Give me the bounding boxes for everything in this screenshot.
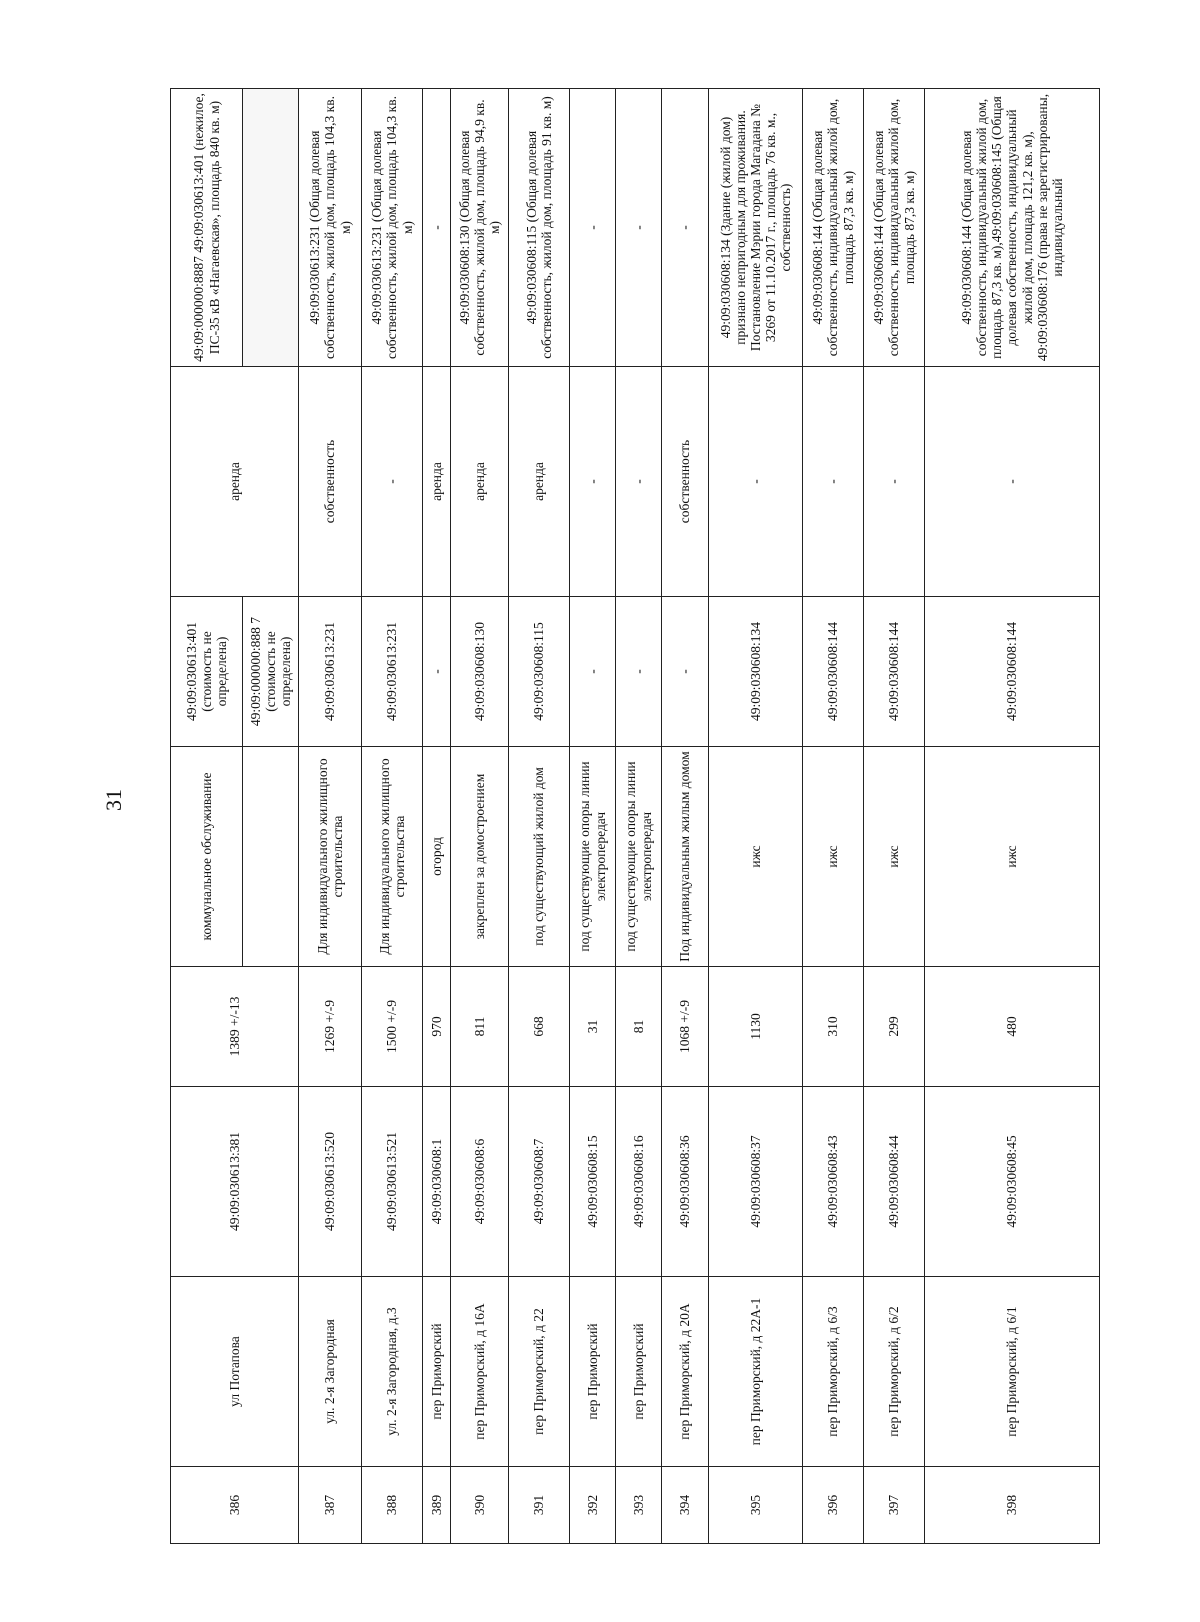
address-cell: пер Приморский, д 22А-1 <box>709 1277 803 1467</box>
objects-cell: - <box>570 89 616 367</box>
cadastral-number-cell: 49:09:030613:521 <box>362 1087 423 1277</box>
right-type-cell: - <box>803 367 864 597</box>
building-id-cell: - <box>616 597 662 747</box>
right-type-cell: - <box>362 367 423 597</box>
address-cell: пер Приморский, д 6/2 <box>864 1277 925 1467</box>
objects-cell: 49:09:030608:144 (Общая долевая собственность, индивидуальный жилой дом, площадь 87,3 кв. м) <box>803 89 864 367</box>
area-cell: 970 <box>423 967 451 1087</box>
permitted-use-cell: Для индивидуального жилищного строительства <box>299 747 362 967</box>
table-row <box>451 89 509 1544</box>
building-id-cell: 49:09:030608:144 <box>803 597 864 747</box>
table-row <box>171 89 243 1544</box>
row-number: 389 <box>423 1467 451 1544</box>
row-number: 387 <box>299 1467 362 1544</box>
address-cell: пер Приморский, д 16А <box>451 1277 509 1467</box>
table-row <box>509 89 570 1544</box>
cadastral-number-cell: 49:09:030608:43 <box>803 1087 864 1277</box>
row-number: 393 <box>616 1467 662 1544</box>
row-number: 394 <box>662 1467 709 1544</box>
address-cell: пер Приморский, д 6/3 <box>803 1277 864 1467</box>
objects-cell: 49:09:030608:144 (Общая долевая собственность, индивидуальный жилой дом, площадь 87,3 кв. м) <box>864 89 925 367</box>
row-number: 390 <box>451 1467 509 1544</box>
objects-cell-empty <box>243 89 299 367</box>
area-cell: 1389 +/-13 <box>171 967 299 1087</box>
objects-cell: 49:09:030613:231 (Общая долевая собственность, жилой дом, площадь 104,3 кв. м) <box>299 89 362 367</box>
right-type-cell: - <box>709 367 803 597</box>
cadastral-number-cell: 49:09:030608:37 <box>709 1087 803 1277</box>
right-type-cell: - <box>570 367 616 597</box>
address-cell: пер Приморский, д 22 <box>509 1277 570 1467</box>
cadastral-number-cell: 49:09:030608:6 <box>451 1087 509 1277</box>
page-number: 31 <box>101 789 126 811</box>
address-cell: ул Потапова <box>171 1277 299 1467</box>
table-row <box>616 89 662 1544</box>
table-row <box>423 89 451 1544</box>
objects-cell: 49:09:030613:231 (Общая долевая собственность, жилой дом, площадь 104,3 кв. м) <box>362 89 423 367</box>
area-cell: 811 <box>451 967 509 1087</box>
permitted-use-cell: под существующие опоры линии электропередач <box>616 747 662 967</box>
cadastral-number-cell: 49:09:030608:16 <box>616 1087 662 1277</box>
permitted-use-cell: ижс <box>803 747 864 967</box>
cadastral-number-cell: 49:09:030608:44 <box>864 1087 925 1277</box>
permitted-use-cell: ижс <box>925 747 1100 967</box>
permitted-use-cell: огород <box>423 747 451 967</box>
table-row <box>925 89 1100 1544</box>
address-cell: пер Приморский, д 6/1 <box>925 1277 1100 1467</box>
row-number: 398 <box>925 1467 1100 1544</box>
building-id-cell: 49:09:030613:231 <box>299 597 362 747</box>
area-cell: 299 <box>864 967 925 1087</box>
cadastral-number-cell: 49:09:030613:381 <box>171 1087 299 1277</box>
address-cell: пер Приморский <box>423 1277 451 1467</box>
table-row <box>662 89 709 1544</box>
table-row <box>362 89 423 1544</box>
building-id-cell: 49:09:000000:888 7 (стоимость не определена) <box>243 597 299 747</box>
right-type-cell: аренда <box>171 367 299 597</box>
right-type-cell: аренда <box>509 367 570 597</box>
permitted-use-cell: закреплен за домостроением <box>451 747 509 967</box>
right-type-cell: аренда <box>423 367 451 597</box>
cadastral-number-cell: 49:09:030608:15 <box>570 1087 616 1277</box>
address-cell: ул. 2-я Загородная <box>299 1277 362 1467</box>
permitted-use-cell-empty <box>243 747 299 967</box>
objects-cell: 49:09:030608:130 (Общая долевая собственность, жилой дом, площадь 94,9 кв. м) <box>451 89 509 367</box>
objects-cell: - <box>662 89 709 367</box>
cadastral-number-cell: 49:09:030608:45 <box>925 1087 1100 1277</box>
table-row <box>299 89 362 1544</box>
right-type-cell: собственность <box>299 367 362 597</box>
area-cell: 1269 +/-9 <box>299 967 362 1087</box>
cadastral-number-cell: 49:09:030613:520 <box>299 1087 362 1277</box>
row-number: 391 <box>509 1467 570 1544</box>
row-number: 396 <box>803 1467 864 1544</box>
building-id-cell: 49:09:030608:130 <box>451 597 509 747</box>
objects-cell: - <box>616 89 662 367</box>
row-number: 395 <box>709 1467 803 1544</box>
area-cell: 310 <box>803 967 864 1087</box>
address-cell: пер Приморский, д 20А <box>662 1277 709 1467</box>
permitted-use-cell: ижс <box>709 747 803 967</box>
building-id-cell: 49:09:030608:115 <box>509 597 570 747</box>
permitted-use-cell: Под индивидуальным жилым домом <box>662 747 709 967</box>
table-row <box>570 89 616 1544</box>
right-type-cell: собственность <box>662 367 709 597</box>
right-type-cell: - <box>864 367 925 597</box>
area-cell: 668 <box>509 967 570 1087</box>
building-id-cell: - <box>423 597 451 747</box>
objects-cell: 49:09:030608:134 (Здание (жилой дом) признано непригодным для проживания. Постановление Мэрии города Магадана № 3269 от 11.10.2017 г., площадь 76 кв. м., собственность) <box>709 89 803 367</box>
building-id-cell: - <box>570 597 616 747</box>
permitted-use-cell: под существующий жилой дом <box>509 747 570 967</box>
row-number: 397 <box>864 1467 925 1544</box>
cadastral-number-cell: 49:09:030608:36 <box>662 1087 709 1277</box>
area-cell: 480 <box>925 967 1100 1087</box>
address-cell: пер Приморский <box>616 1277 662 1467</box>
right-type-cell: - <box>616 367 662 597</box>
row-number: 392 <box>570 1467 616 1544</box>
table-row <box>709 89 803 1544</box>
address-cell: пер Приморский <box>570 1277 616 1467</box>
land-plots-table <box>170 88 1100 1544</box>
building-id-cell: 49:09:030608:144 <box>864 597 925 747</box>
area-cell: 31 <box>570 967 616 1087</box>
right-type-cell: - <box>925 367 1100 597</box>
row-number: 388 <box>362 1467 423 1544</box>
area-cell: 1500 +/-9 <box>362 967 423 1087</box>
building-id-cell: - <box>662 597 709 747</box>
area-cell: 1068 +/-9 <box>662 967 709 1087</box>
area-cell: 81 <box>616 967 662 1087</box>
row-number: 386 <box>171 1467 299 1544</box>
objects-cell: 49:09:000000:8887 49:09:030613:401 (нежилое, ПС-35 кВ «Нагаевская», площадь 840 кв. м) <box>171 89 243 367</box>
building-id-cell: 49:09:030608:144 <box>925 597 1100 747</box>
address-cell: ул. 2-я Загородная, д.3 <box>362 1277 423 1467</box>
permitted-use-cell: под существующие опоры линии электропередач <box>570 747 616 967</box>
objects-cell: 49:09:030608:115 (Общая долевая собственность, жилой дом, площадь 91 кв. м) <box>509 89 570 367</box>
registry-table-rotated <box>170 89 1100 1544</box>
building-id-cell: 49:09:030608:134 <box>709 597 803 747</box>
building-id-cell: 49:09:030613:231 <box>362 597 423 747</box>
building-id-cell: 49:09:030613:401 (стоимость не определена) <box>171 597 243 747</box>
area-cell: 1130 <box>709 967 803 1087</box>
permitted-use-cell: коммунальное обслуживание <box>171 747 243 967</box>
right-type-cell: аренда <box>451 367 509 597</box>
permitted-use-cell: Для индивидуального жилищного строительства <box>362 747 423 967</box>
table-row <box>864 89 925 1544</box>
cadastral-number-cell: 49:09:030608:1 <box>423 1087 451 1277</box>
cadastral-number-cell: 49:09:030608:7 <box>509 1087 570 1277</box>
permitted-use-cell: ижс <box>864 747 925 967</box>
objects-cell: 49:09:030608:144 (Общая долевая собственность, индивидуальный жилой дом, площадь 87,3 кв. м),49:09:030608:145 (Общая долевая собственность, индивидуальный жилой дом, площадь 121,2 кв. м), 49:09:030608:176 (права не зарегистрированы, индивидуальный <box>925 89 1100 367</box>
objects-cell: - <box>423 89 451 367</box>
table-row <box>803 89 864 1544</box>
